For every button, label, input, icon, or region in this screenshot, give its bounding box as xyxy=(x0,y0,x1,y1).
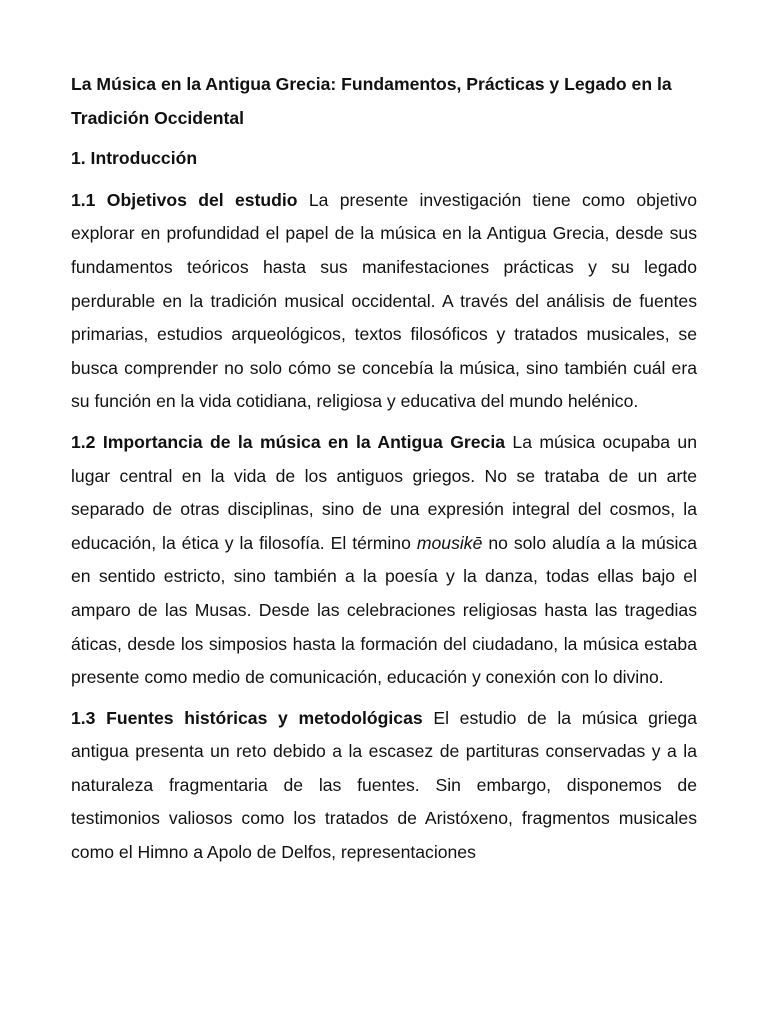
paragraph-text-objetivos: La presente investigación tiene como objetivo explorar en profundidad el papel de la música en la Antigua Grecia, desde sus fundamentos teóricos hasta sus manifestaciones prácticas y su legado perdurable en la tradición musical occidental. A través del análisis de fuentes primarias, estudios arqueológicos, textos filosóficos y tratados musicales, se busca comprender no solo cómo se concebía la música, sino también cuál era su función en la vida cotidiana, religiosa y educativa del mundo helénico. xyxy=(71,189,697,412)
section-heading: 1. Introducción xyxy=(71,148,198,169)
paragraph-text-importancia-part2: no solo aludía a la música en sentido estricto, sino también a la poesía y la danza, todas ellas bajo el amparo de las Musas. Desde las celebraciones religiosas hasta las tragedias áticas, desde los simposios hasta la formación del ciudadano, la música estaba presente como medio de comunicación, educación y conexión con lo divino. xyxy=(71,532,698,688)
document-title: La Música en la Antigua Grecia: Fundamentos, Prácticas y Legado en la Tradición Occidental xyxy=(71,74,672,128)
paragraph-text-importancia-part1: La música ocupaba un lugar central en la vida de los antiguos griegos. No se trataba de un arte separado de otras disciplinas, sino de una expresión integral del cosmos, la educación, la ética y la filosofía. El término xyxy=(71,431,697,553)
document-page xyxy=(71,68,697,877)
paragraph-objetivos xyxy=(71,184,697,419)
subsection-heading-fuentes: 1.3 Fuentes históricas y metodológicas xyxy=(71,707,423,728)
paragraph-importancia xyxy=(71,426,697,695)
paragraph-text-fuentes: El estudio de la música griega antigua presenta un reto debido a la escasez de partituras conservadas y a la naturaleza fragmentaria de las fuentes. Sin embargo, disponemos de testimonios valiosos como los tratados de Aristóxeno, fragmentos musicales como el Himno a Apolo de Delfos, representaciones xyxy=(71,707,698,863)
term-mousike: mousikē xyxy=(416,532,483,553)
subsection-heading-objetivos: 1.1 Objetivos del estudio xyxy=(71,189,298,210)
subsection-heading-importancia: 1.2 Importancia de la música en la Antigua Grecia xyxy=(71,431,506,452)
paragraph-fuentes xyxy=(71,702,697,870)
